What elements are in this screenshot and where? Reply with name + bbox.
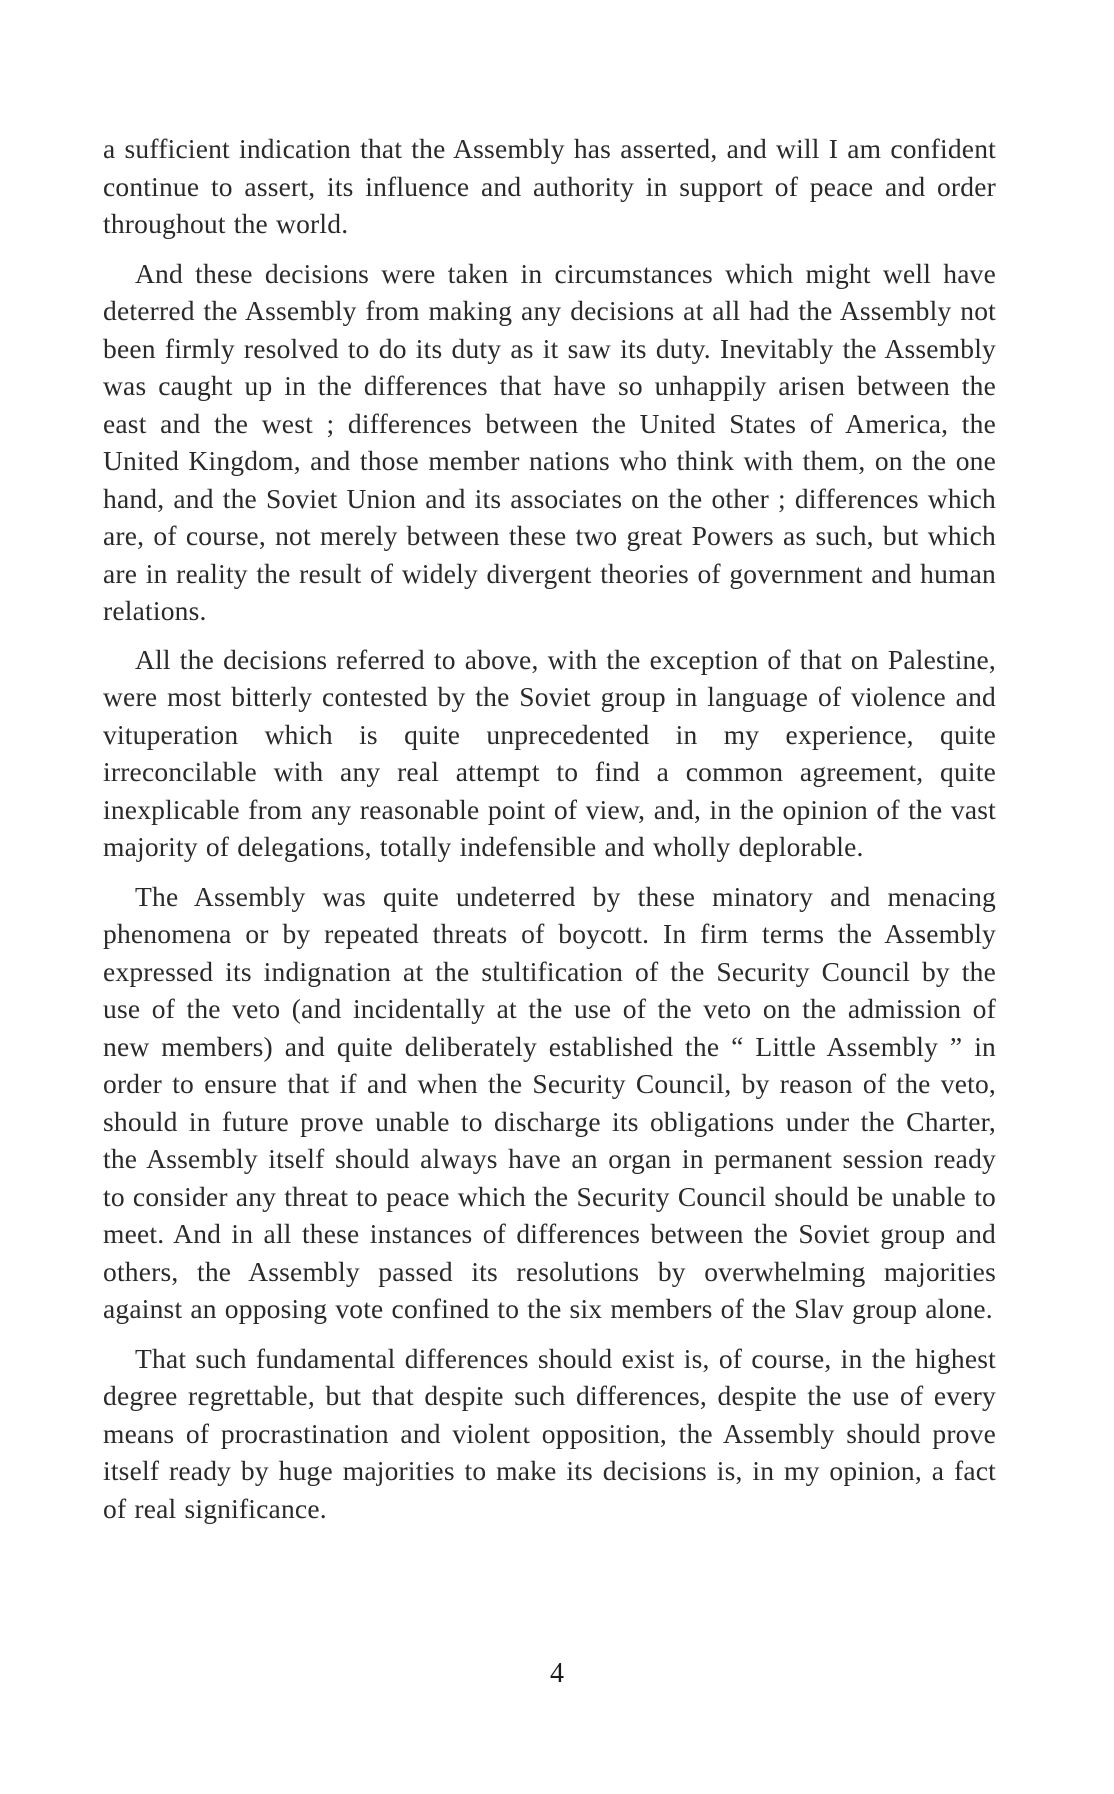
paragraph-5: That such fundamental differences should exist is, of course, in the highest degree regrettable, but that despite such differences, despite the use of every means of procrastination and violent opposition, the Assembly should prove itself ready by huge majorities to make its decisions is, in my opinion, a fact of real significance. [103,1342,996,1524]
paragraph-1: a sufficient indication that the Assembly has asserted, and will I am confident continue to assert, its influence and authority in support of peace and order throughout the world. [103,133,996,239]
page-body [103,130,996,1527]
paragraph-3: All the decisions referred to above, with the exception of that on Palestine, were most bitterly contested by the Soviet group in language of violence and vituperation which is quite unprecedented in my experience, quite irreconcilable with any real attempt to find a common agreement, quite inexplicable from any reasonable point of view, and, in the opinion of the vast majority of delegations, totally indefensible and wholly deplorable. [103,643,996,862]
paragraph-2: And these decisions were taken in circumstances which might well have deterred the Assembly from making any decisions at all had the Assembly not been firmly resolved to do its duty as it saw its duty. Inevitably the Assembly was caught up in the differences that have so unhappily arisen between the east and the west ; differences between the United States of America, the United Kingdom, and those member nations who think with them, on the one hand, and the Soviet Union and its associates on the other ; differences which are, of course, not merely between these two great Powers as such, but which are in reality the result of widely divergent theories of government and human relations. [103,257,996,626]
paragraph-4: The Assembly was quite undeterred by these minatory and menacing phenomena or by repeated threats of boycott. In firm terms the Assembly expressed its indignation at the stultification of the Security Council by the use of the veto (and incidentally at the use of the veto on the admission of new members) and quite deliberately established the “ Little Assembly ” in order to ensure that if and when the Security Council, by reason of the veto, should in future prove unable to discharge its obligations under the Charter, the Assembly itself should always have an organ in permanent session ready to consider any threat to peace which the Security Council should be unable to meet. And in all these instances of differences between the Soviet group and others, the Assembly passed its resolutions by overwhelming majorities against an opposing vote confined to the six members of the Slav group alone. [103,880,996,1324]
page-number: 4 [550,1658,564,1689]
